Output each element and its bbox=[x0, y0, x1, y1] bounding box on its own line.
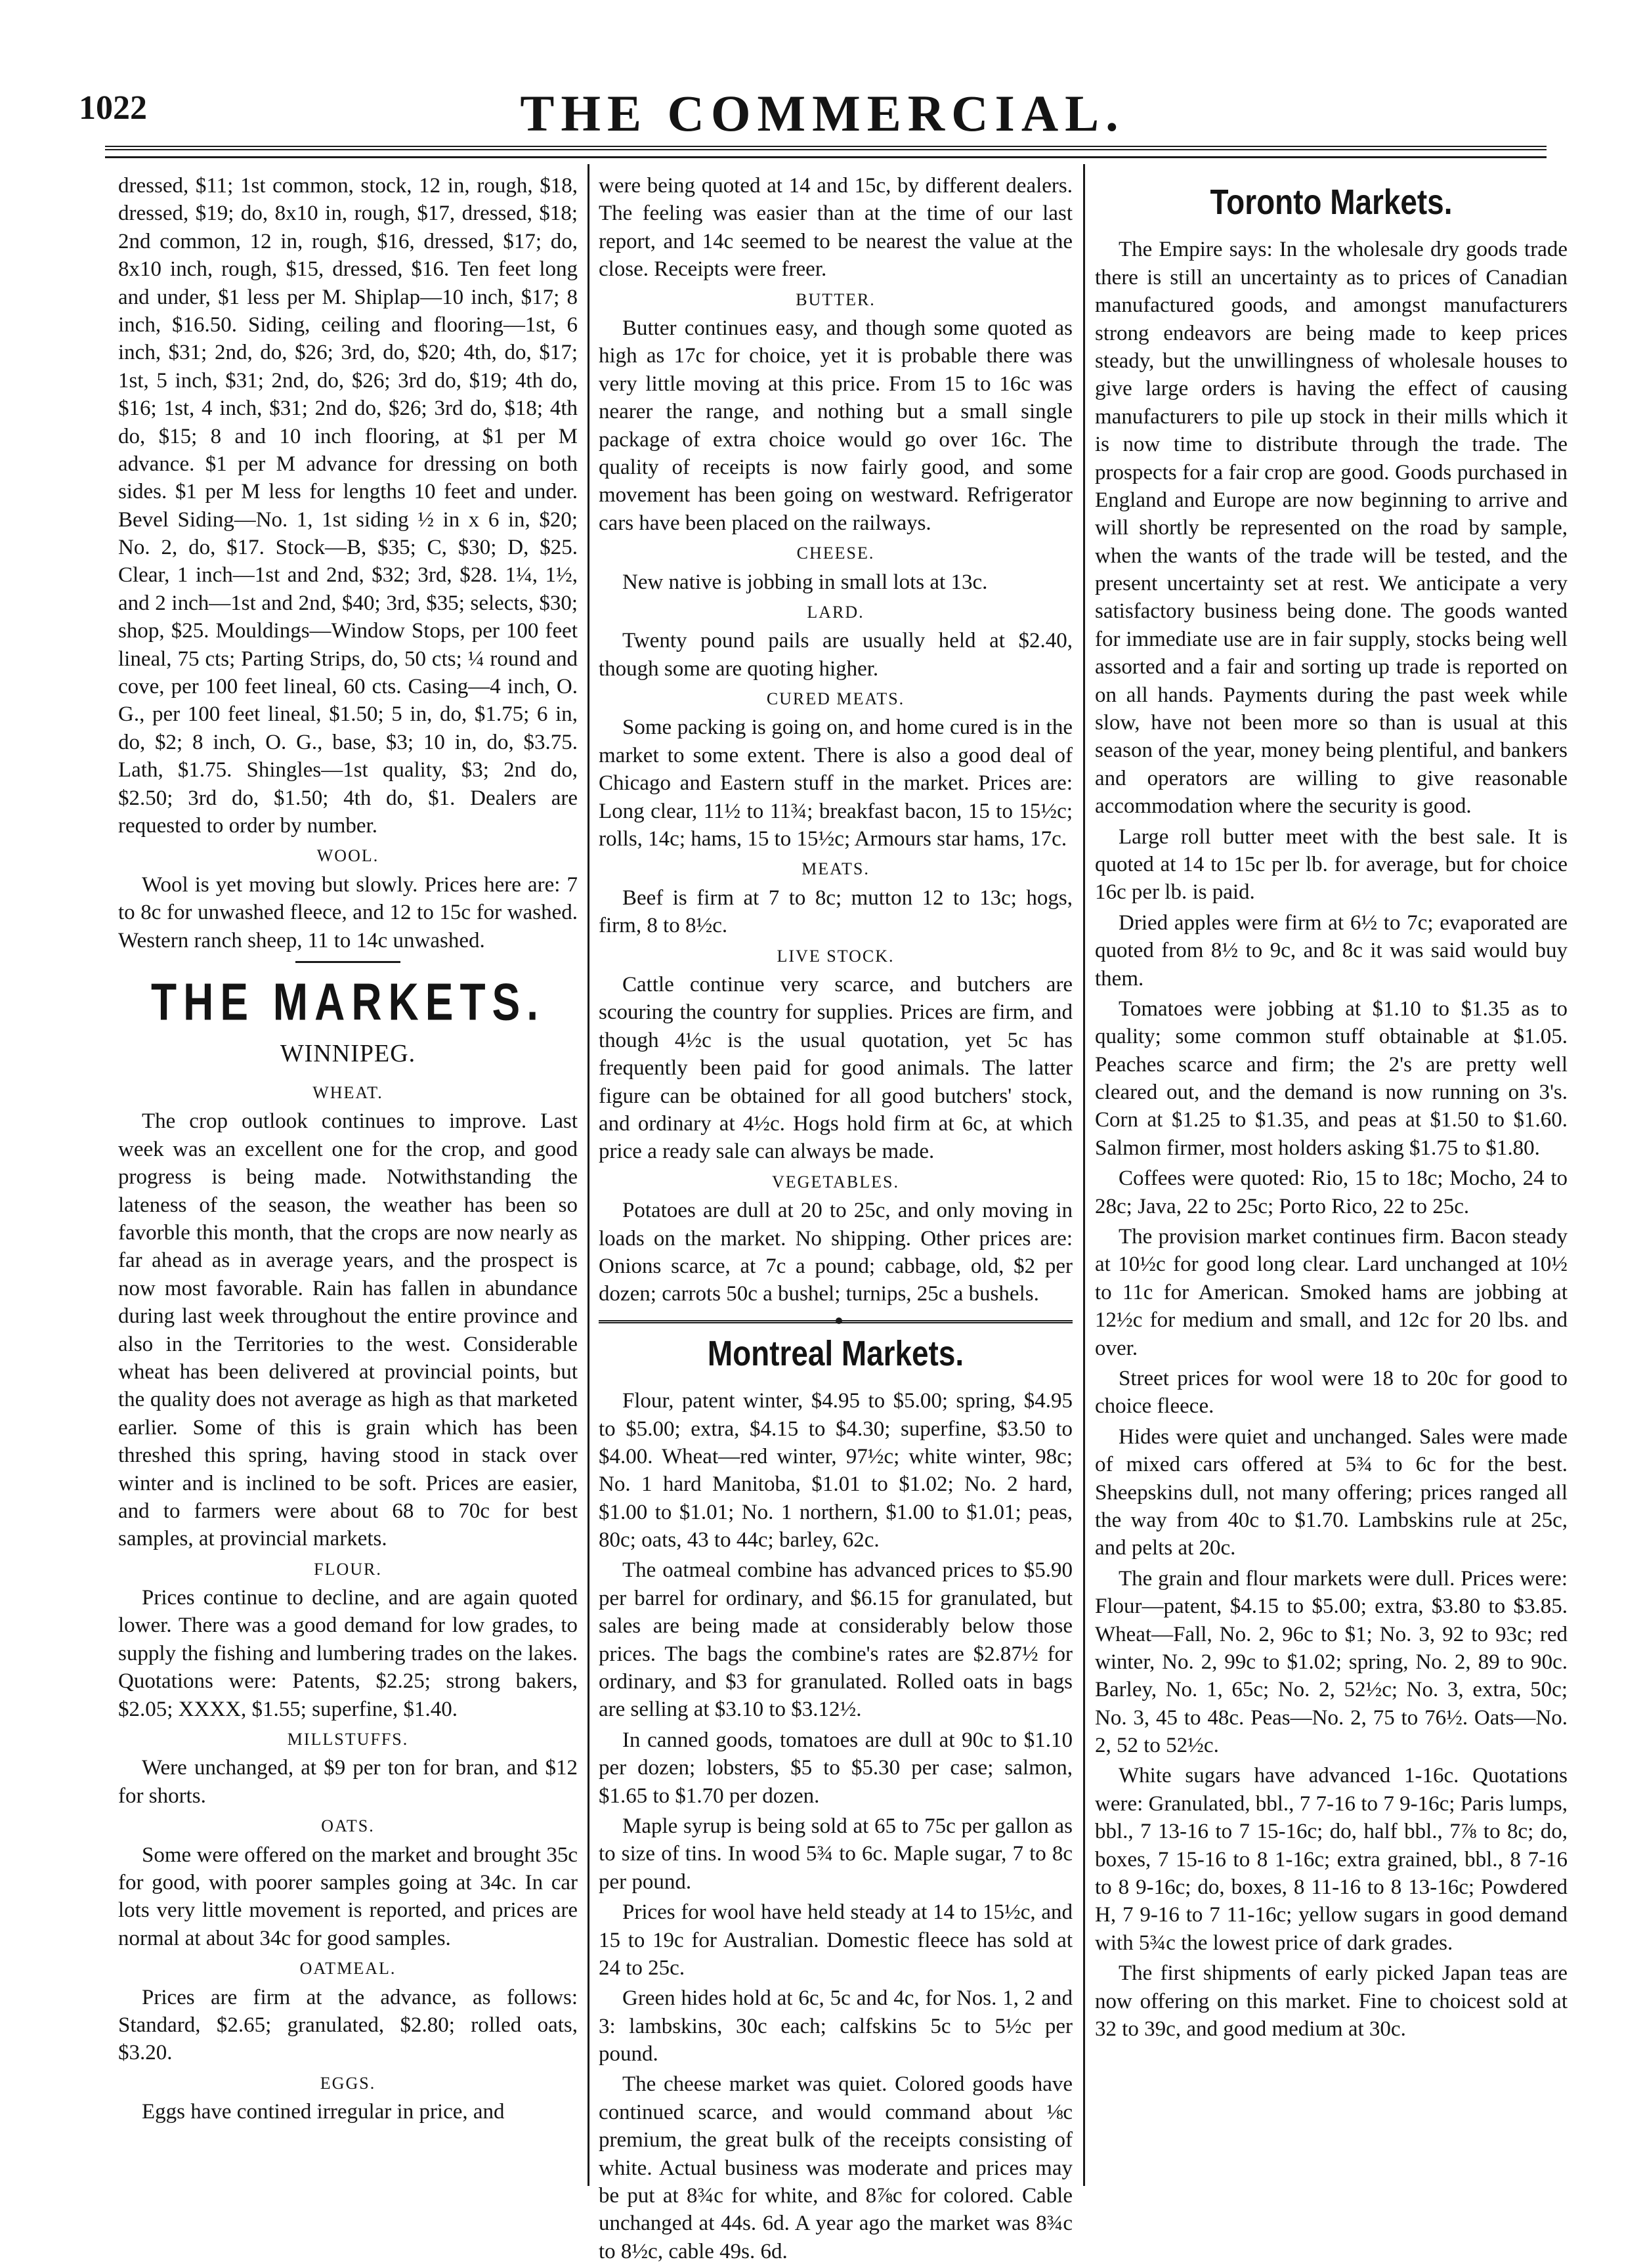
column-1 bbox=[118, 172, 578, 2129]
toronto-para: The Empire says: In the wholesale dry goods trade there is still an uncertainty as to prices of Canadian manufactured goods, and amongst manufacturers strong endeavors are being made to keep prices steady, but the unwillingness of wholesale houses to give large orders is having the effect of causing manufacturers to pile up stock in their mills which it is now time to distribute through the trade. The prospects for a fair crop are good. Goods purchased in England and Europe are now beginning to arrive and will shortly be represented on the road by sample, when the wants of the trade will be tested, and the present uncertainty set at rest. We anticipate a very satisfactory business being done. The goods wanted for immediate use are in fair supply, stocks being well assorted and a fair and sorting up trade is reported on on all hands. Payments during the past week while slow, have not been more so than is usual at this season of the year, money being plentiful, and bankers and operators are willing to give reasonable accommodation where the security is good. bbox=[1095, 238, 1568, 819]
toronto-title: Toronto Markets. bbox=[1210, 182, 1453, 222]
toronto-para: Coffees were quoted: Rio, 15 to 18c; Mocho, 24 to 28c; Java, 22 to 25c; Porto Rico, 22 to 25c. bbox=[1095, 1166, 1568, 1218]
short-rule bbox=[295, 961, 400, 963]
column-2 bbox=[599, 172, 1073, 2268]
montreal-para: Prices for wool have held steady at 14 to 15½c, and 15 to 19c for Australian. Domestic fleece has sold at 24 to 25c. bbox=[599, 1900, 1073, 1980]
section-heading: OATS. bbox=[321, 1816, 375, 1836]
butter-text: Butter continues easy, and though some quoted as high as 17c for choice, yet it is probable there was very little moving at this price. From 15 to 16c was nearer the range, and nothing but a small single package of extra choice would go over 16c. The quality of receipts is now fairly good, and some movement has been going on westward. Refrigerator cars have been placed on the railways. bbox=[599, 316, 1073, 535]
wool-text: Wool is yet moving but slowly. Prices here are: 7 to 8c for unwashed fleece, and 12 to 15c for washed. Western ranch sheep, 11 to 14c unwashed. bbox=[118, 872, 578, 952]
section-heading: LIVE STOCK. bbox=[777, 946, 895, 966]
flour-text: Prices continue to decline, and are again quoted lower. There was a good demand for low grades, to supply the fishing and lumbering trades on the lakes. Quotations were: Patents, $2.25; strong bakers, $2.05; XXXX, $1.55; superfine, $1.40. bbox=[118, 1586, 578, 1721]
montreal-para: Maple syrup is being sold at 65 to 75c per gallon as to size of tins. In wood 5¾ to 6c. Maple sugar, 7 to 8c per pound. bbox=[599, 1814, 1073, 1894]
toronto-para: Large roll butter meet with the best sale. It is quoted at 14 to 15c per lb. for average, but for choice 16c per lb. is paid. bbox=[1095, 824, 1568, 905]
toronto-para: The grain and flour markets were dull. Prices were: Flour—patent, $4.15 to $5.00; extra, $3.80 to $3.85. Wheat—Fall, No. 2, 96c to $1; No. 3, 92 to 93c; red winter, No. 2, 99c to $1.02; spring, No. 2, 89 to 90c. Barley, No. 1, 65c; No. 2, 52½c; No. 3, extra, 50c; No. 3, 45 to 48c. Peas—No. 2, 75 to 76½. Oats—No. 2, 52 to 52½c. bbox=[1095, 1566, 1568, 1758]
montreal-para: Flour, patent winter, $4.95 to $5.00; spring, $4.95 to $5.00; extra, $4.15 to $4.30; superfine, $3.50 to $4.00. Wheat—red winter, 97½c; white winter, 98c; No. 1 hard Manitoba, $1.01 to $1.02; No. 2 hard, $1.00 to $1.01; No. 1 northern, $1.00 to $1.01; peas, 80c; oats, 43 to 44c; barley, 62c. bbox=[599, 1389, 1073, 1552]
montreal-title: Montreal Markets. bbox=[707, 1333, 964, 1373]
live-stock-text: Cattle continue very scarce, and butchers are scouring the country for supplies. Prices are firm, and though 4½c is the usual quotation, yet 5c has frequently been paid for good animals. The latter figure can be obtained for all good butchers' stock, and ordinary at 4½c. Hogs hold firm at 6c, at which price a ready sale can always be made. bbox=[599, 973, 1073, 1164]
toronto-para: The provision market continues firm. Bacon steady at 10½c for good long clear. Lard unchanged at 10½ to 11c for American. Smoked hams are jobbing at 12½c for medium and small, and 12c for 20 lbs. and over. bbox=[1095, 1225, 1568, 1360]
oats-text: Some were offered on the market and brought 35c for good, with poorer samples going at 34c. In car lots very little movement is reported, and prices are normal at about 34c for good samples. bbox=[118, 1843, 578, 1950]
eggs-continued: were being quoted at 14 and 15c, by different dealers. The feeling was easier than at the time of our last report, and 14c seemed to be nearest the value at the close. Receipts were freer. bbox=[599, 174, 1073, 282]
meats-text: Beef is firm at 7 to 8c; mutton 12 to 13c; hogs, firm, 8 to 8½c. bbox=[599, 886, 1073, 938]
montreal-para: Green hides hold at 6c, 5c and 4c, for Nos. 1, 2 and 3: lambskins, 30c each; calfskins 5c to 5½c per pound. bbox=[599, 1986, 1073, 2066]
section-heading: CHEESE. bbox=[796, 544, 875, 563]
markets-title: THE MARKETS. bbox=[151, 972, 545, 1031]
section-heading: WOOL. bbox=[316, 846, 379, 866]
page-number: 1022 bbox=[79, 89, 147, 127]
montreal-para: In canned goods, tomatoes are dull at 90c to $1.10 per dozen; lobsters, $5 to $5.30 per case; salmon, $1.65 to $1.70 per dozen. bbox=[599, 1728, 1073, 1808]
toronto-para: Street prices for wool were 18 to 20c for good to choice fleece. bbox=[1095, 1367, 1568, 1419]
header-rule bbox=[105, 146, 1547, 150]
city-heading: WINNIPEG. bbox=[280, 1040, 416, 1068]
cured-meats-text: Some packing is going on, and home cured is in the market to some extent. There is also a good deal of Chicago and Eastern stuff in the market. Prices are: Long clear, 11½ to 11¾; breakfast bacon, 15 to 15½c; rolls, 14c; hams, 15 to 15½c; Armours star hams, 17c. bbox=[599, 716, 1073, 851]
column-divider bbox=[1083, 164, 1085, 2186]
toronto-para: Tomatoes were jobbing at $1.10 to $1.35 as to quality; some common stuff obtainable at $1.05. Peaches scarce and firm; the 2's are pretty well cleared out, and the demand is now running on 3's. Corn at $1.25 to $1.35, and peas at $1.50 to $1.60. Salmon firmer, most holders asking $1.75 to $1.80. bbox=[1095, 996, 1568, 1160]
wheat-text: The crop outlook continues to improve. Last week was an excellent one for the crop, and good progress is being made. Notwithstanding the lateness of the season, the weather has been so favorble this month, that the crops are now nearly as far ahead as in average years, and the prospect is now most favorable. Rain has fallen in abundance during last week throughout the entire province and also in the Territories to the west. Considerable wheat has been delivered at provincial points, but the quality does not average as high as that marketed earlier. Some of this is grain which has been threshed this spring, having stood in stack over winter and is inclined to be soft. Prices are easier, and to farmers were about 68 to 70c for best samples, at provincial markets. bbox=[118, 1109, 578, 1551]
section-heading: WHEAT. bbox=[312, 1083, 383, 1103]
toronto-para: Hides were quiet and unchanged. Sales were made of mixed cars offered at 5¾ to 6c for the best. Sheepskins dull, not many offering; prices ranged all the way from 40c to $1.70. Lambskins rule at 25c, and pelts at 20c. bbox=[1095, 1424, 1568, 1560]
section-heading: MEATS. bbox=[801, 859, 870, 879]
section-heading: VEGETABLES. bbox=[772, 1172, 899, 1191]
lard-text: Twenty pound pails are usually held at $2.40, though some are quoting higher. bbox=[599, 629, 1073, 681]
masthead: THE COMMERCIAL. bbox=[520, 85, 1125, 142]
cheese-text: New native is jobbing in small lots at 13c. bbox=[622, 570, 988, 594]
section-rule bbox=[599, 1320, 1073, 1323]
oatmeal-text: Prices are firm at the advance, as follows: Standard, $2.65; granulated, $2.80; rolled oats, $3.20. bbox=[118, 1985, 578, 2065]
column-divider bbox=[588, 164, 589, 2186]
toronto-para: White sugars have advanced 1-16c. Quotations were: Granulated, bbl., 7 7-16 to 7 9-16c; Paris lumps, bbl., 7 13-16 to 7 15-16c; do, half bbl., 7⅞ to 8c; do, boxes, 7 15-16 to 8 1-16c; extra grained, bbl., 8 7-16 to 8 9-16c; do, boxes, 8 11-16 to 8 13-16c; Powdered H, 7 9-16 to 7 11-16c; yellow sugars in good demand with 5¾c the lowest price of dark grades. bbox=[1095, 1764, 1568, 1955]
section-heading: MILLSTUFFS. bbox=[287, 1730, 409, 1749]
section-heading: CURED MEATS. bbox=[766, 689, 905, 709]
eggs-text: Eggs have contined irregular in price, and bbox=[142, 2100, 505, 2124]
section-heading: FLOUR. bbox=[314, 1559, 382, 1579]
section-heading: LARD. bbox=[807, 602, 865, 622]
section-heading: BUTTER. bbox=[796, 289, 876, 309]
section-heading: OATMEAL. bbox=[299, 1959, 396, 1979]
lumber-text: dressed, $11; 1st common, stock, 12 in, rough, $18, dressed, $19; do, 8x10 in, rough, $17, dressed, $18; 2nd common, 12 in, rough, $16, dressed, $17; do, 8x10 inch, rough, $15, dressed, $16. Ten feet long and under, $1 less per M. Shiplap—10 inch, $17; 8 inch, $16.50. Siding, ceiling and flooring—1st, 6 inch, $31; 2nd, do, $26; 3rd, do, $20; 4th, do, $17; 1st, 5 inch, $31; 2nd, do, $26; 3rd do, $19; 4th do, $16; 1st, 4 inch, $31; 2nd do, $26; 3rd do, $18; 4th do, $15; 8 and 10 inch flooring, at $1 per M advance. $1 per M advance for dressing on both sides. $1 per M less for lengths 10 feet and under. Bevel Siding—No. 1, 1st siding ½ in x 6 in, $20; No. 2, do, $17. Stock—B, $35; C, $30; D, $25. Clear, 1 inch—1st and 2nd, $32; 3rd, $28. 1¼, 1½, and 2 inch—1st and 2nd, $40; 3rd, $35; selects, $30; shop, $25. Mouldings—Window Stops, per 100 feet lineal, 75 cts; Parting Strips, do, 50 cts; ¼ round and cove, per 100 feet lineal, 60 cts. Casing—4 inch, O. G., per 100 feet lineal, $1.50; 5 in, do, $1.75; 6 in, do, $2; 8 inch, O. G., base, $3; 10 in, do, $3.75. Lath, $1.75. Shingles—1st quality, $3; 2nd do, $2.50; 3rd do, $1.50; 4th do, $1. Dealers are requested to order by number. bbox=[118, 174, 578, 838]
montreal-para: The oatmeal combine has advanced prices to $5.90 per barrel for ordinary, and $6.15 for granulated, but sales are being made at considerably below those prices. The bags the combine's rates are $2.87½ for ordinary, and $3 for granulated. Rolled oats in bags are selling at $3.10 to $3.12½. bbox=[599, 1558, 1073, 1722]
millstuffs-text: Were unchanged, at $9 per ton for bran, and $12 for shorts. bbox=[118, 1756, 578, 1808]
rule-ornament bbox=[836, 1317, 842, 1324]
section-heading: EGGS. bbox=[320, 2073, 376, 2093]
header-rule-thin bbox=[105, 156, 1547, 158]
vegetables-text: Potatoes are dull at 20 to 25c, and only moving in loads on the market. No shipping. Other prices are: Onions scarce, at 7c a pound; cabbage, old, $2 per dozen; carrots 50c a bushel; turnips, 25c a bushels. bbox=[599, 1199, 1073, 1306]
toronto-para: The first shipments of early picked Japan teas are now offering on this market. Fine to choicest sold at 32 to 39c, and good medium at 30c. bbox=[1095, 1961, 1568, 2041]
montreal-para: The cheese market was quiet. Colored goods have continued scarce, and would command about ⅛c premium, the great bulk of the receipts consisting of white. Actual business was moderate and prices may be put at 8¾c for white, and 8⅞c for colored. Cable unchanged at 44s. 6d. A year ago the market was 8¾c to 8½c, cable 49s. 6d. bbox=[599, 2072, 1073, 2263]
column-3 bbox=[1095, 172, 1568, 2045]
toronto-para: Dried apples were firm at 6½ to 7c; evaporated are quoted from 8½ to 9c, and 8c it was said would buy them. bbox=[1095, 910, 1568, 991]
